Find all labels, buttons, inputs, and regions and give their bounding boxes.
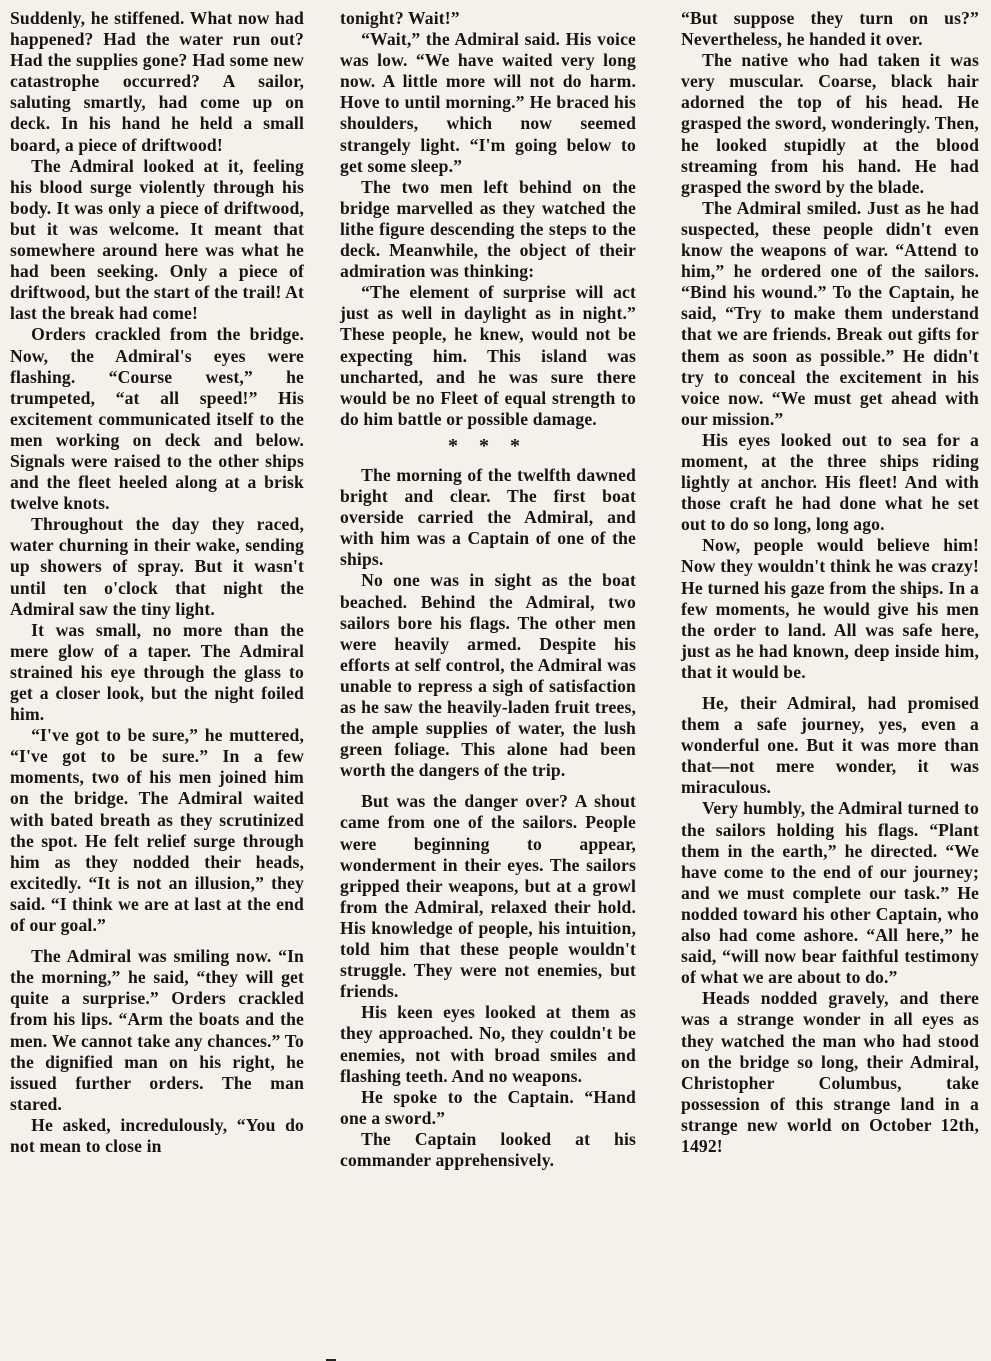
- paragraph: But was the danger over? A shout came from one of the sailors. People were beginning to appear, wonderment in their eyes. The sailors gripped their weapons, but at a growl from the Admiral, relaxed their hold. His knowledge of people, his intuition, told him that these people wouldn't struggle. They were not enemies, but friends.: [340, 791, 636, 1002]
- paragraph: Suddenly, he stiffened. What now had happened? Had the water run out? Had the supplies gone? Had some new catastrophe occurred? A sailor, saluting smartly, had come up on deck. In his hand he held a small board, a piece of driftwood!: [10, 8, 304, 155]
- paragraph: The native who had taken it was very muscular. Coarse, black hair adorned the top of his head. He grasped the sword, wonderingly. Then, he looked stupidly at the blood streaming from his hand. He had grasped the sword by the blade.: [681, 50, 979, 197]
- text-column-2: [340, 8, 636, 1361]
- paragraph: Very humbly, the Admiral turned to the sailors holding his flags. “Plant them in the earth,” he directed. “We have come to the end of our journey; and we must complete our task.” He nodded toward his other Captain, who also had come ashore. “All here,” he said, “will now bear faithful testimony of what we are about to do.”: [681, 798, 979, 988]
- paragraph: tonight? Wait!”: [340, 8, 460, 28]
- paragraph: The Admiral was smiling now. “In the morning,” he said, “they will get quite a surprise.” Orders crackled from his lips. “Arm the boats and the men. We cannot take any chances.” To the dignified man on his right, he issued further orders. The man stared.: [10, 946, 304, 1114]
- paragraph: The Admiral smiled. Just as he had suspected, these people didn't even know the weapons of war. “Attend to him,” he ordered one of the sailors. “Bind his wound.” To the Captain, he said, “Try to make them understand that we are friends. Break out gifts for them as soon as possible.” He didn't try to conceal the excitement in his voice now. “We must get ahead with our mission.”: [681, 197, 979, 429]
- section-separator: * * *: [448, 434, 528, 457]
- paragraph: Throughout the day they raced, water churning in their wake, sending up showers of spray. But it wasn't until ten o'clock that night the Admiral saw the tiny light.: [10, 514, 304, 619]
- paragraph: His eyes looked out to sea for a moment, at the three ships riding lightly at anchor. His fleet! And with those craft he had done what he set out to do so long, long ago.: [681, 429, 979, 535]
- paragraph: He spoke to the Captain. “Hand one a sword.”: [340, 1086, 636, 1128]
- paragraph: “I've got to be sure,” he muttered, “I've got to be sure.” In a few moments, two of his men joined him on the bridge. The Admiral waited with bated breath as they scrutinized the spot. He felt relief surge through him as they nodded their heads, excitedly. “It is not an illusion,” they said. “I think we are at last at the end of our goal.”: [10, 725, 304, 936]
- paragraph: Now, people would believe him! Now they wouldn't think he was crazy! He turned his gaze from the ships. In a few moments, he would give his men the order to land. All was safe here, just as he had known, deep inside him, that it would be.: [681, 535, 979, 682]
- paragraph: The Admiral looked at it, feeling his blood surge violently through his body. It was only a piece of driftwood, but it was welcome. It meant that somewhere around here was what he had been seeking. Only a piece of driftwood, but the start of the trail! At last the break had come!: [10, 155, 304, 324]
- paragraph: “But suppose they turn on us?” Nevertheless, he handed it over.: [681, 8, 979, 50]
- text-column-3: [681, 8, 979, 1361]
- paragraph: The Captain looked at his commander apprehensively.: [340, 1128, 636, 1170]
- paragraph: Orders crackled from the bridge. Now, the Admiral's eyes were flashing. “Course west,” he trumpeted, “at all speed!” His excitement communicated itself to the men working on deck and below. Signals were raised to the other ships and the fleet heeled along at a brisk twelve knots.: [10, 324, 304, 514]
- paragraph: Heads nodded gravely, and there was a strange wonder in all eyes as they watched the man who had stood on the bridge so long, their Admiral, Christopher Columbus, take possession of this strange land in a strange new world on October 12th, 1492!: [681, 988, 979, 1156]
- paragraph: He asked, incredulously, “You do not mean to close in: [10, 1114, 304, 1156]
- paragraph: No one was in sight as the boat beached. Behind the Admiral, two sailors bore his flags. The other men were heavily armed. Despite his efforts at self control, the Admiral was unable to repress a sigh of satisfaction as he saw the heavily-laden fruit trees, the ample supplies of water, the lush green foliage. This alone had been worth the dangers of the trip.: [340, 570, 636, 781]
- paragraph: He, their Admiral, had promised them a safe journey, yes, even a wonderful one. But it was more than that—not mere wonder, it was miraculous.: [681, 693, 979, 798]
- paragraph: The morning of the twelfth dawned bright and clear. The first boat overside carried the Admiral, and with him was a Captain of one of the ships.: [340, 464, 636, 570]
- paragraph: His keen eyes looked at them as they approached. No, they couldn't be enemies, not with broad smiles and flashing teeth. And no weapons.: [340, 1002, 636, 1086]
- paragraph: “The element of surprise will act just as well in daylight as in night.” These people, he knew, would not be expecting him. This island was uncharted, and he was sure there would be no Fleet of equal strength to do him battle or possible damage.: [340, 282, 636, 429]
- paragraph: The two men left behind on the bridge marvelled as they watched the lithe figure descending the steps to the deck. Meanwhile, the object of their admiration was thinking:: [340, 176, 636, 282]
- paragraph: It was small, no more than the mere glow of a taper. The Admiral strained his eye through the glass to get a closer look, but the night foiled him.: [10, 619, 304, 725]
- paragraph: “Wait,” the Admiral said. His voice was low. “We have waited very long now. A little more will not do harm. Hove to until morning.” He braced his shoulders, which now seemed strangely light. “I'm going below to get some sleep.”: [340, 29, 636, 176]
- text-column-1: [10, 8, 304, 1361]
